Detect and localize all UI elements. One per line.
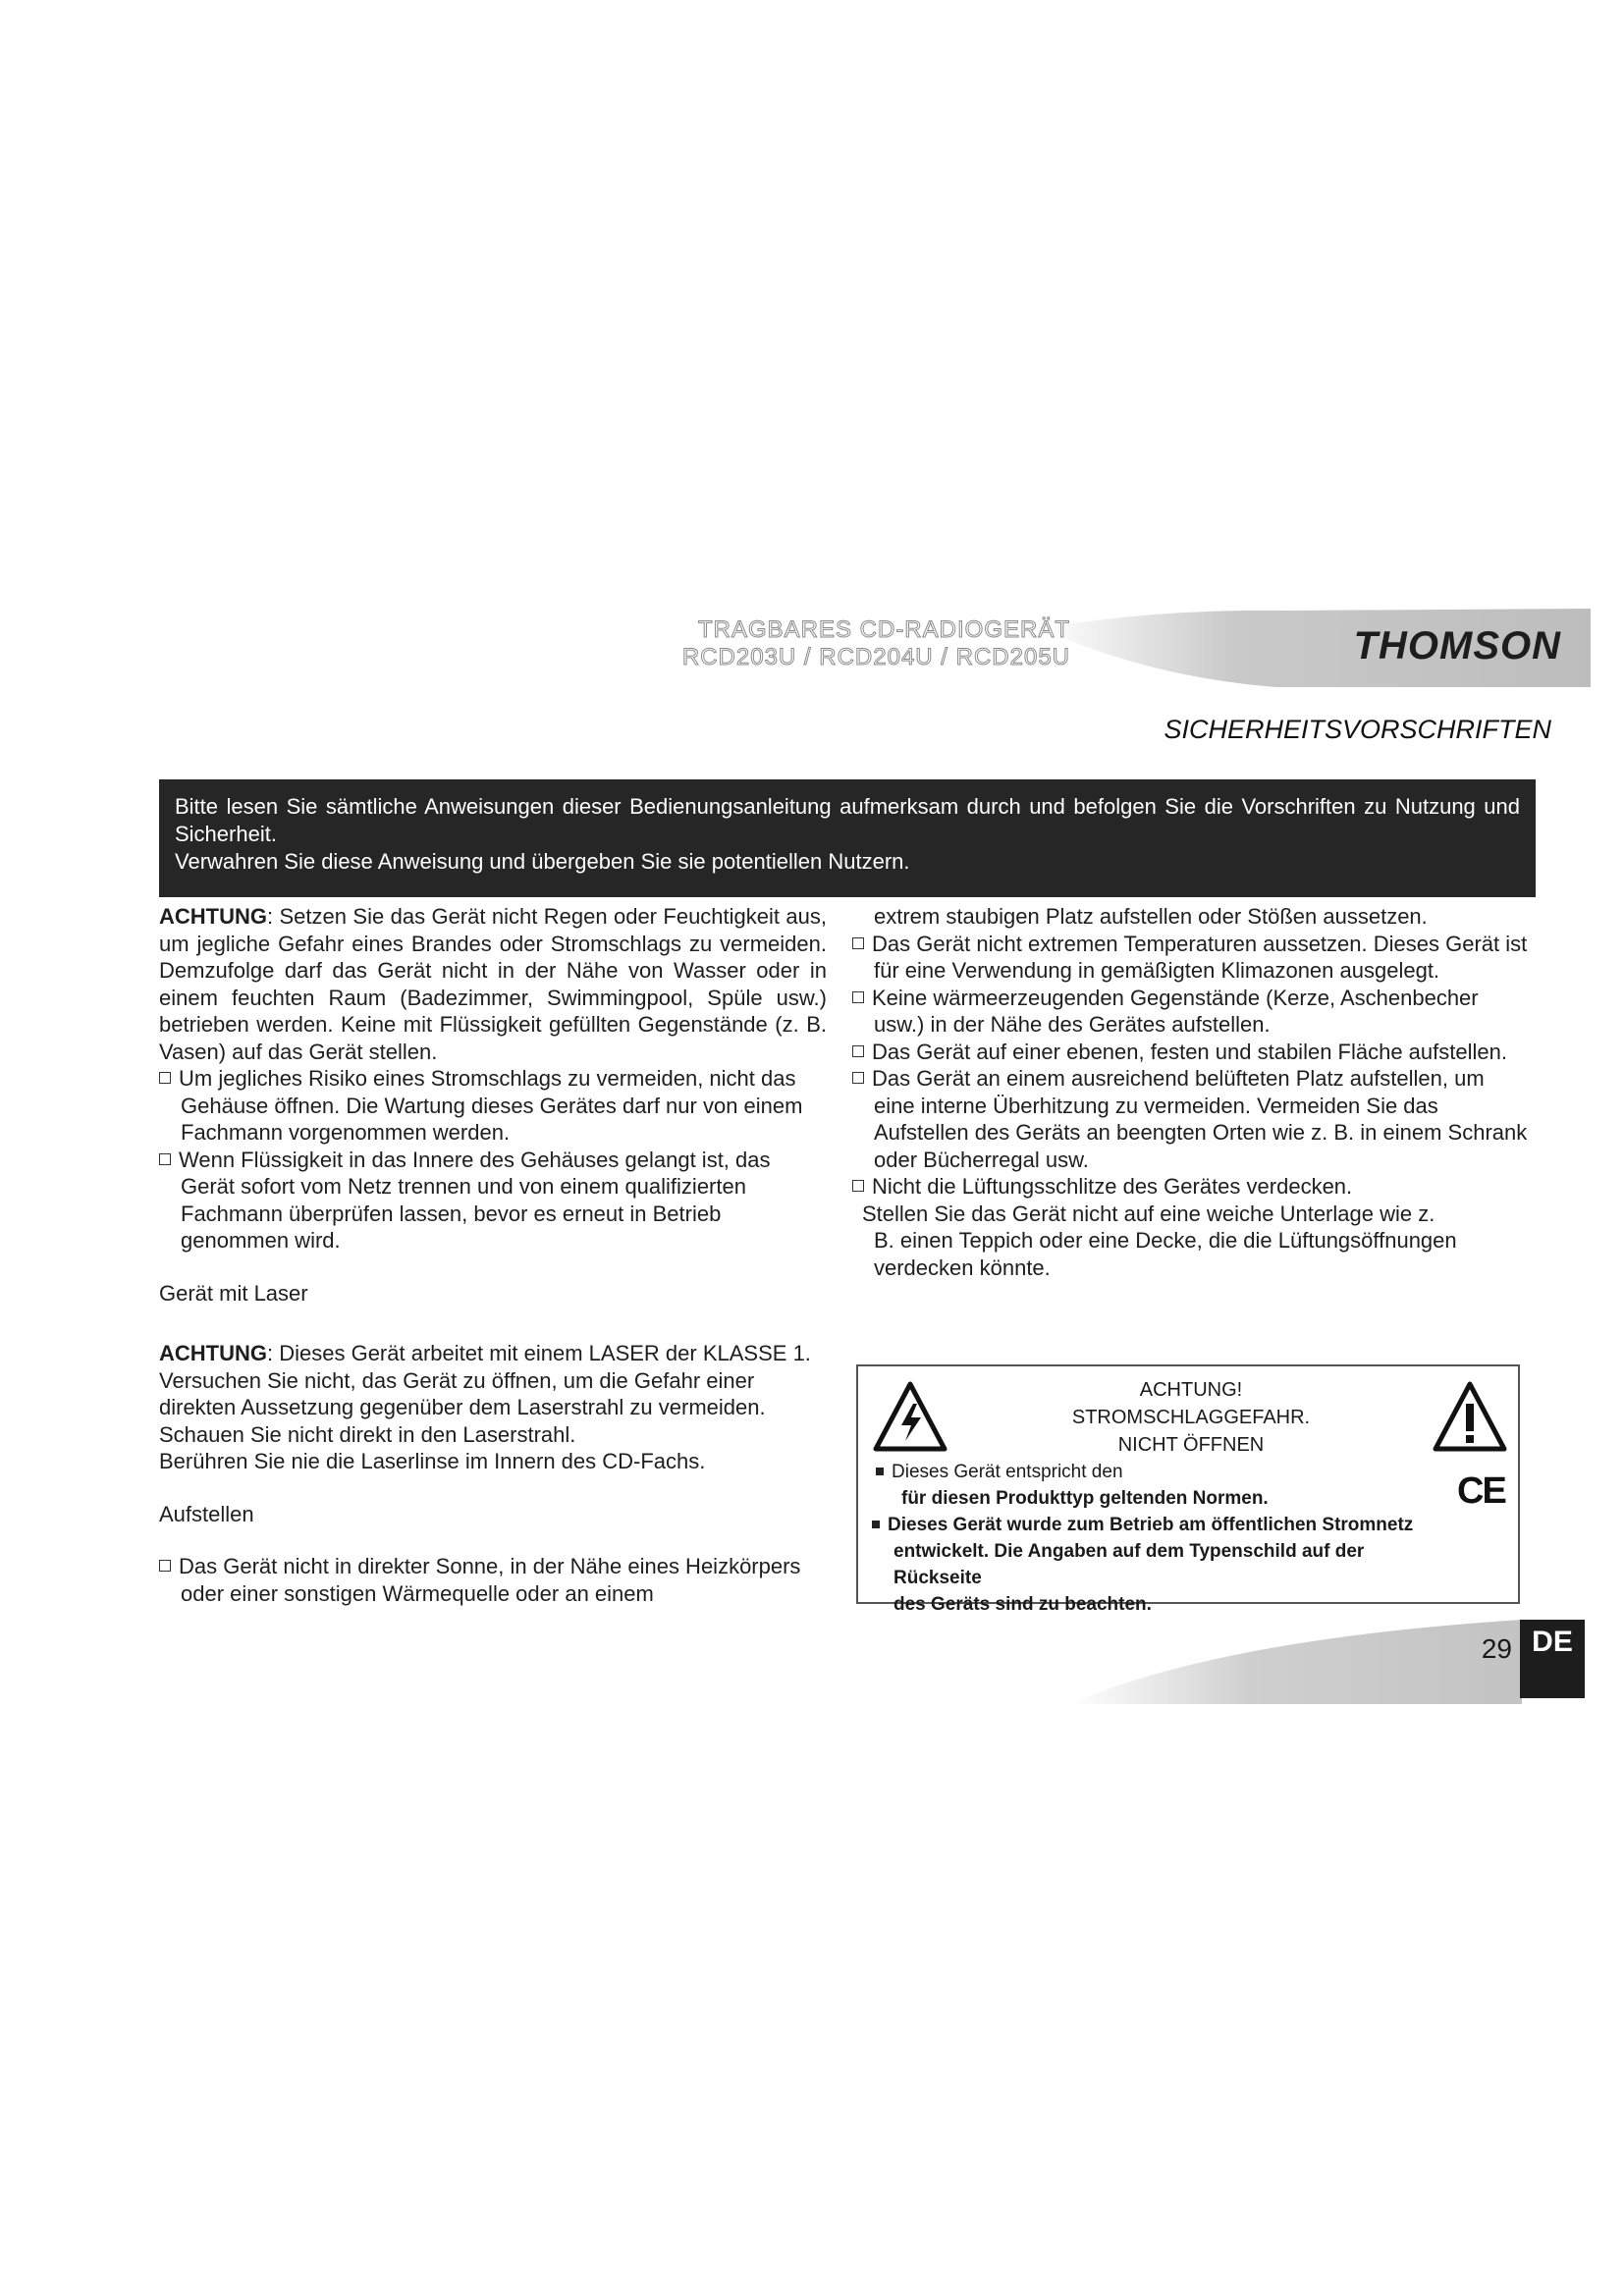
laser-heading: Gerät mit Laser xyxy=(159,1280,308,1306)
warning-title-1: ACHTUNG! xyxy=(1139,1379,1243,1401)
list-item-text: Nicht die Lüftungsschlitze des Gerätes verdecken. xyxy=(872,1174,1353,1199)
list-item xyxy=(852,1173,1530,1201)
warning-title xyxy=(956,1376,1426,1459)
exclamation-warning-icon xyxy=(1432,1380,1508,1453)
moisture-warning xyxy=(159,903,827,1065)
list-item-text: Um jegliches Risiko eines Stromschlags zu vermeiden, nicht das Gehäuse öffnen. Die Wartung dieses Gerätes darf nur von einem Fachmann vorgenommen werden. xyxy=(179,1066,803,1145)
page-number: 29 xyxy=(1481,1633,1512,1664)
continuation-text: extrem staubigen Platz aufstellen oder Stößen aussetzen. xyxy=(874,904,1428,929)
brand-logo: THOMSON xyxy=(1353,624,1561,667)
product-line-1: TRAGBARES CD-RADIOGERÄT xyxy=(697,616,1070,643)
laser-warning xyxy=(159,1340,827,1448)
intro-box xyxy=(159,779,1536,897)
list-item-text: Wenn Flüssigkeit in das Innere des Gehäuses gelangt ist, das Gerät sofort vom Netz trennen und von einem qualifizierten Fachmann überprüfen lassen, bevor es erneut in Betrieb genommen wird. xyxy=(179,1147,771,1253)
list-item-text: Das Gerät nicht extremen Temperaturen aussetzen. Dieses Gerät ist für eine Verwendung in gemäßigten Klimazonen ausgelegt. xyxy=(872,931,1528,983)
list-item xyxy=(852,1065,1530,1173)
list-item-text: Keine wärmeerzeugenden Gegenstände (Kerze, Aschenbecher usw.) in der Nähe des Gerätes aufstellen. xyxy=(872,985,1479,1037)
laser-warning-text: : Dieses Gerät arbeitet mit einem LASER der KLASSE 1. Versuchen Sie nicht, das Gerät zu öffnen, um die Gefahr einer direkten Aussetzung gegenüber dem Laserstrahl zu vermeiden. Schauen Sie nicht direkt in den Laserstrahl. xyxy=(159,1341,811,1447)
ce-mark-icon: CE xyxy=(1457,1470,1505,1512)
checkbox-bullet-icon xyxy=(852,937,864,949)
product-line-2: RCD203U / RCD204U / RCD205U xyxy=(681,644,1070,670)
language-badge: DE xyxy=(1520,1620,1585,1698)
warning-item-text: Dieses Gerät entspricht den xyxy=(892,1462,1123,1482)
laser-warning-lead: ACHTUNG xyxy=(159,1341,267,1365)
list-item-text: Das Gerät an einem ausreichend belüfteten Platz aufstellen, um eine interne Überhitzung zu vermeiden. Vermeiden Sie das Aufstellen des Geräts an beengten Orten wie z. B. in einem Schrank oder Bücherregal usw. xyxy=(872,1066,1528,1172)
warning-list xyxy=(872,1459,1451,1618)
warning-item-1-line-2: für diesen Produkttyp geltenden Normen. xyxy=(901,1488,1269,1509)
list-item xyxy=(852,1039,1530,1066)
list-item xyxy=(159,1147,827,1255)
warning-item-1-line-1 xyxy=(872,1459,1451,1485)
square-bullet-icon xyxy=(872,1521,880,1528)
checkbox-bullet-icon xyxy=(852,991,864,1003)
list-item-text: Das Gerät nicht in direkter Sonne, in der Nähe eines Heizkörpers oder einer sonstigen Wärmequelle oder an einem xyxy=(179,1554,801,1606)
setup-heading: Aufstellen xyxy=(159,1501,254,1526)
vent-text-1: Stellen Sie das Gerät nicht auf eine weiche Unterlage wie z. xyxy=(862,1201,1435,1226)
checkbox-bullet-icon xyxy=(852,1072,864,1084)
checkbox-bullet-icon xyxy=(159,1560,171,1572)
list-item-text: Das Gerät auf einer ebenen, festen und stabilen Fläche aufstellen. xyxy=(872,1039,1507,1064)
footer-swoosh-graphic xyxy=(1070,1620,1522,1704)
warning-title-2: STROMSCHLAGGEFAHR. xyxy=(1071,1407,1311,1428)
intro-line-2: Verwahren Sie diese Anweisung und übergeben Sie sie potentiellen Nutzern. xyxy=(175,849,910,874)
warning-item-2-line-3: des Geräts sind zu beachten. xyxy=(893,1594,1152,1615)
list-item xyxy=(159,1553,827,1607)
warning-item-2-line-1 xyxy=(872,1512,1451,1538)
checkbox-bullet-icon xyxy=(159,1153,171,1165)
product-name xyxy=(648,616,1070,671)
vent-text-2: B. einen Teppich oder eine Decke, die die Lüftungsöffnungen verdecken könnte. xyxy=(874,1228,1457,1280)
moisture-warning-text: : Setzen Sie das Gerät nicht Regen oder Feuchtigkeit aus, um jegliche Gefahr eines Brandes oder Stromschlags zu vermeiden. Demzufolge darf das Gerät nicht in der Nähe von Wasser oder in einem feuchten Raum (Badezimmer, Swimmingpool, Spüle usw.) betrieben werden. Keine mit Flüssigkeit gefüllten Gegenstände (z. B. Vasen) auf das Gerät stellen. xyxy=(159,904,827,1064)
right-column xyxy=(852,903,1530,1281)
checkbox-bullet-icon xyxy=(159,1072,171,1084)
moisture-warning-lead: ACHTUNG xyxy=(159,904,267,929)
square-bullet-icon xyxy=(876,1468,884,1475)
list-item xyxy=(852,931,1530,985)
warning-item-text: Dieses Gerät wurde zum Betrieb am öffentlichen Stromnetz xyxy=(888,1515,1414,1535)
warning-title-3: NICHT ÖFFNEN xyxy=(1117,1434,1265,1456)
list-item xyxy=(852,985,1530,1039)
section-title: SICHERHEITSVORSCHRIFTEN xyxy=(1164,715,1551,744)
checkbox-bullet-icon xyxy=(852,1180,864,1192)
checkbox-bullet-icon xyxy=(852,1045,864,1057)
lightning-warning-icon xyxy=(872,1380,948,1453)
intro-line-1: Bitte lesen Sie sämtliche Anweisungen dieser Bedienungsanleitung aufmerksam durch und befolgen Sie die Vorschriften zu Nutzung und Sicherheit. xyxy=(175,794,1520,846)
list-item xyxy=(159,1065,827,1147)
laser-warning-2: Berühren Sie nie die Laserlinse im Innern des CD-Fachs. xyxy=(159,1449,706,1473)
warning-item-2-line-2: entwickelt. Die Angaben auf dem Typenschild auf der Rückseite xyxy=(893,1541,1365,1588)
electric-shock-warning-box xyxy=(856,1364,1520,1615)
left-column xyxy=(159,903,827,1607)
